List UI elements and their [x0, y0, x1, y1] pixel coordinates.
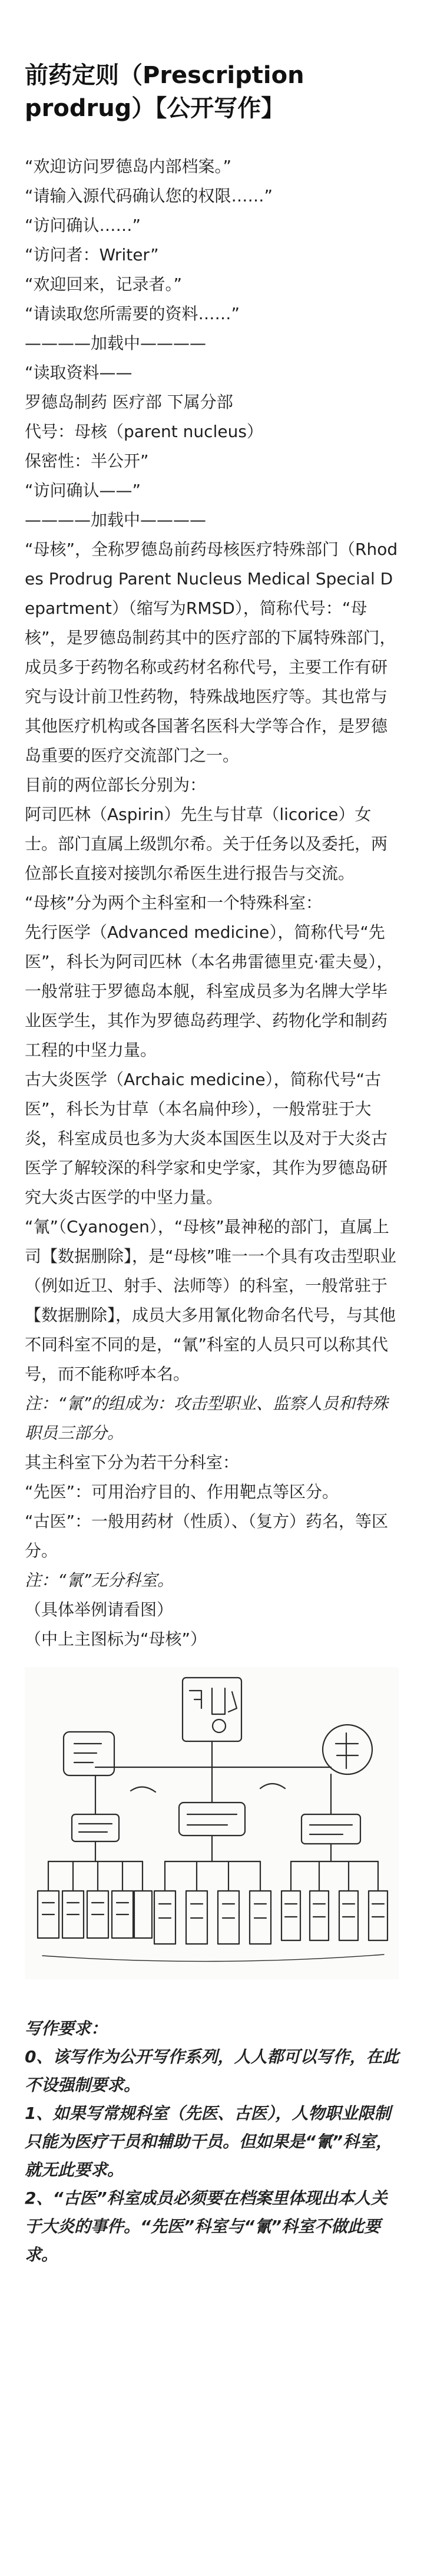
intro-paragraph: “母核”，全称罗德岛前药母核医疗特殊部门（Rhodes Prodrug Parent Nucleus Medical Special Department）（缩写为RMSD），简称代号：“母核”，是罗德岛制药其中的医疗部的下属特殊部门，成员多于药物名称或药材名称代号，主要工作有研究与设计前卫性药物，特殊战地医疗等。其也常与其他医疗机构或各国著名医科大学等合作，是罗德岛重要的医疗交流部门之一。	[25, 540, 398, 765]
subdepartment-line: 其主科室下分为若干分科室：	[25, 1453, 240, 1472]
figure-caption: （具体举例请看图）	[25, 1600, 174, 1619]
note-no-subdepartment: 注：“氰”无分科室。	[25, 1570, 174, 1590]
archive-line: “访问确认——”	[25, 481, 141, 500]
note-cyanogen-composition: 注：“氰”的组成为：攻击型职业、监察人员和特殊职员三部分。	[25, 1394, 389, 1443]
page-title: 前药定则（Prescription prodrug）【公开写作】	[25, 62, 304, 122]
archive-line: “欢迎访问罗德岛内部档案。”	[25, 157, 232, 176]
archive-line: “读取资料——	[25, 363, 132, 382]
requirement-item: 2、“古医”科室成员必须要在档案里体现出本人关于大炎的事件。“先医”科室与“氰”科室不做此要求。	[25, 2188, 387, 2264]
requirement-item: 0、该写作为公开写作系列，人人都可以写作，在此不设强制要求。	[25, 2047, 399, 2095]
org-chart-sketch	[25, 1667, 399, 1979]
archive-line: 代号：母核（parent nucleus）	[25, 422, 263, 441]
archive-line: “请读取您所需要的资料……”	[25, 304, 240, 323]
archive-line: “请输入源代码确认您的权限……”	[25, 186, 273, 206]
loading-divider: ————加载中————	[25, 510, 207, 530]
ministers-paragraph: 阿司匹林（Aspirin）先生与甘草（licorice）女士。部门直属上级凯尔希。关于任务以及委托，两位部长直接对接凯尔希医生进行报告与交流。	[25, 805, 388, 883]
requirement-item: 1、如果写常规科室（先医、古医），人物职业限制只能为医疗干员和辅助干员。但如果是“氰”科室，就无此要求。	[25, 2104, 393, 2180]
archive-body	[25, 152, 400, 1654]
archive-line: “访问确认……”	[25, 216, 141, 235]
archaic-medicine-paragraph: 古大炎医学（Archaic medicine），简称代号“古医”，科长为甘草（本名扁仲珍），一般常驻于大炎，科室成员也多为大炎本国医生以及对于大炎古医学了解较深的科学家和史学家，其作为罗德岛研究大炎古医学的中坚力量。	[25, 1070, 388, 1207]
archive-line: “欢迎回来，记录者。”	[25, 275, 183, 294]
figure-caption: （中上主图标为“母核”）	[25, 1629, 207, 1649]
departments-heading: “母核”分为两个主科室和一个特殊科室：	[25, 893, 323, 912]
requirements-heading: 写作要求：	[25, 2019, 108, 2038]
advanced-medicine-paragraph: 先行医学（Advanced medicine），简称代号“先医”，科长为阿司匹林（本名弗雷德里克·霍夫曼），一般常驻于罗德岛本舰，科室成员多为名牌大学毕业医学生，其作为罗德岛药理学、药物化学和制药工程的中坚力量。	[25, 922, 393, 1060]
subdepartment-line: “先医”：可用治疗目的、作用靶点等区分。	[25, 1482, 339, 1502]
hand-drawn-org-chart-icon	[25, 1667, 399, 1979]
subdepartment-line: “古医”：一般用药材（性质）、（复方）药名，等区分。	[25, 1512, 389, 1560]
ministers-heading: 目前的两位部长分别为：	[25, 775, 207, 795]
loading-divider: ————加载中————	[25, 333, 207, 353]
archive-line: 保密性：半公开”	[25, 451, 149, 471]
archive-line: “访问者：Writer”	[25, 245, 159, 264]
cyanogen-paragraph: “氰”（Cyanogen），“母核”最神秘的部门，直属上司【数据删除】，是“母核”唯一一个具有攻击型职业（例如近卫、射手、法师等）的科室，一般常驻于【数据删除】，成员大多用氰化物命名代号，与其他不同科室不同的是，“氰”科室的人员只可以称其代号，而不能称呼本名。	[25, 1217, 397, 1384]
archive-line: 罗德岛制药 医疗部 下属分部	[25, 392, 233, 412]
